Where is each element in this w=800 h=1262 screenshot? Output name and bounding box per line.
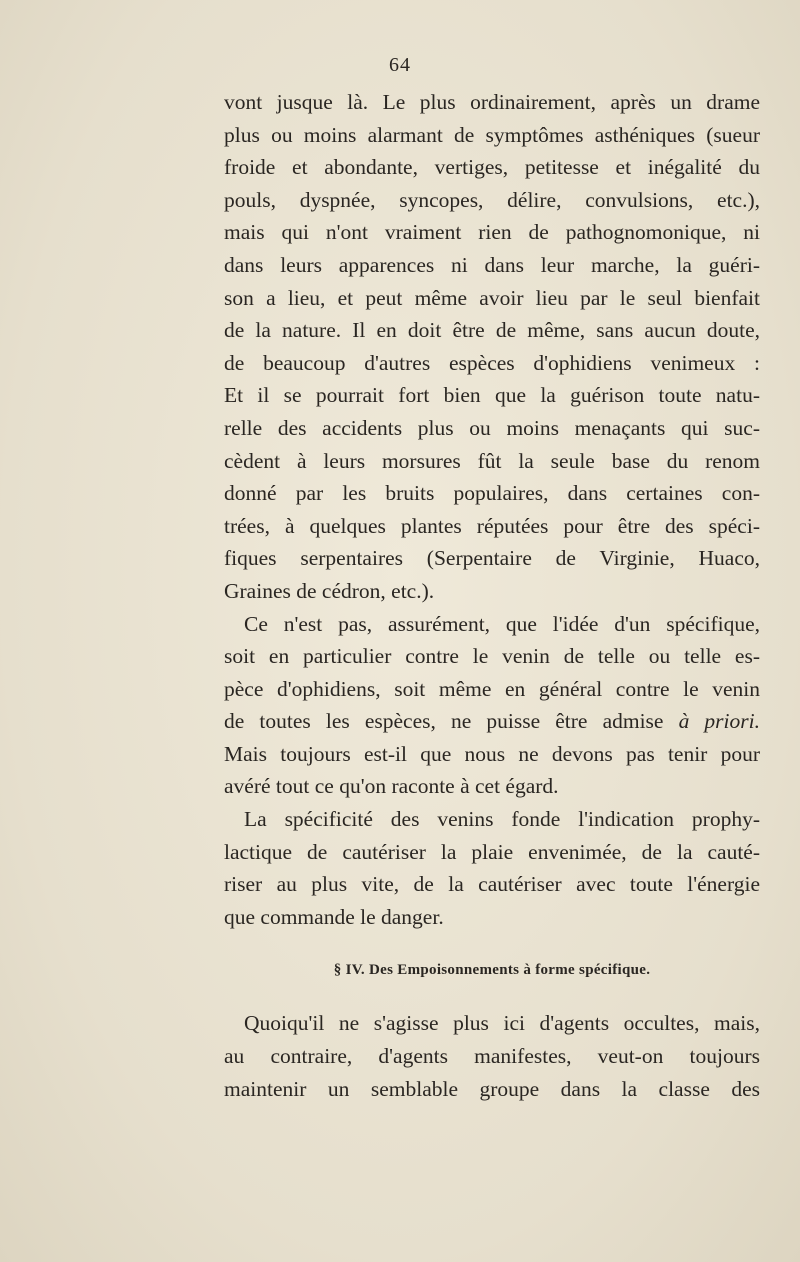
- text-line: donné par les bruits populaires, dans certaines con-: [224, 481, 760, 506]
- text-line: Quoiqu'il ne s'agisse plus ici d'agents occultes, mais,: [244, 1011, 760, 1036]
- text-line: froide et abondante, vertiges, petitesse et inégalité du: [224, 155, 760, 180]
- paragraph-1: [224, 86, 760, 608]
- text-line: pèce d'ophidiens, soit même en général contre le venin: [224, 676, 760, 701]
- text-line: pouls, dyspnée, syncopes, délire, convulsions, etc.),: [224, 187, 760, 212]
- text-line: soit en particulier contre le venin de telle ou telle es-: [224, 644, 760, 669]
- paragraph-4: [224, 1007, 760, 1105]
- text-line: plus ou moins alarmant de symptômes asthéniques (sueur: [224, 122, 760, 147]
- text-line: mais qui n'ont vraiment rien de pathognomonique, ni: [224, 220, 760, 245]
- text-line: de la nature. Il en doit être de même, sans aucun doute,: [224, 318, 760, 343]
- text-line: vont jusque là. Le plus ordinairement, après un drame: [224, 90, 760, 114]
- text-line: de beaucoup d'autres espèces d'ophidiens venimeux :: [224, 350, 760, 375]
- text-line: cèdent à leurs morsures fût la seule base du renom: [224, 448, 760, 473]
- body-text: [224, 86, 760, 1105]
- text-line: dans leurs apparences ni dans leur marche, la guéri-: [224, 252, 760, 277]
- text-line: son a lieu, et peut même avoir lieu par le seul bienfait: [224, 285, 760, 310]
- text-line-mixed: [224, 705, 760, 738]
- text-line: au contraire, d'agents manifestes, veut-on toujours: [224, 1044, 760, 1069]
- section-heading: § IV. Des Empoisonnements à forme spécifique.: [333, 962, 651, 979]
- paragraph-3: [224, 803, 760, 933]
- text-line: trées, à quelques plantes réputées pour être des spéci-: [224, 513, 760, 538]
- text-line: lactique de cautériser la plaie envenimée, de la cauté-: [224, 839, 760, 864]
- text-line: Ce n'est pas, assurément, que l'idée d'un spécifique,: [244, 611, 760, 636]
- page-number: 64: [389, 54, 411, 76]
- paragraph-2: [224, 608, 760, 804]
- text-line: La spécificité des venins fonde l'indication prophy-: [244, 807, 760, 832]
- text-line: fiques serpentaires (Serpentaire de Virginie, Huaco,: [224, 546, 760, 571]
- text-line: maintenir un semblable groupe dans la classe des: [224, 1076, 760, 1101]
- italic-phrase: à priori.: [678, 709, 760, 734]
- text-line: riser au plus vite, de la cautériser avec toute l'énergie: [224, 872, 760, 897]
- text-line: que commande le danger.: [224, 904, 444, 929]
- text-line: Mais toujours est-il que nous ne devons pas tenir pour: [224, 741, 760, 766]
- text-line: Graines de cédron, etc.).: [224, 578, 435, 603]
- text-line: Et il se pourrait fort bien que la guérison toute natu-: [224, 383, 760, 408]
- text-segment: de toutes les espèces, ne puisse être admise: [224, 709, 664, 734]
- text-line: relle des accidents plus ou moins menaçants qui suc-: [224, 415, 760, 440]
- text-line: avéré tout ce qu'on raconte à cet égard.: [224, 774, 559, 799]
